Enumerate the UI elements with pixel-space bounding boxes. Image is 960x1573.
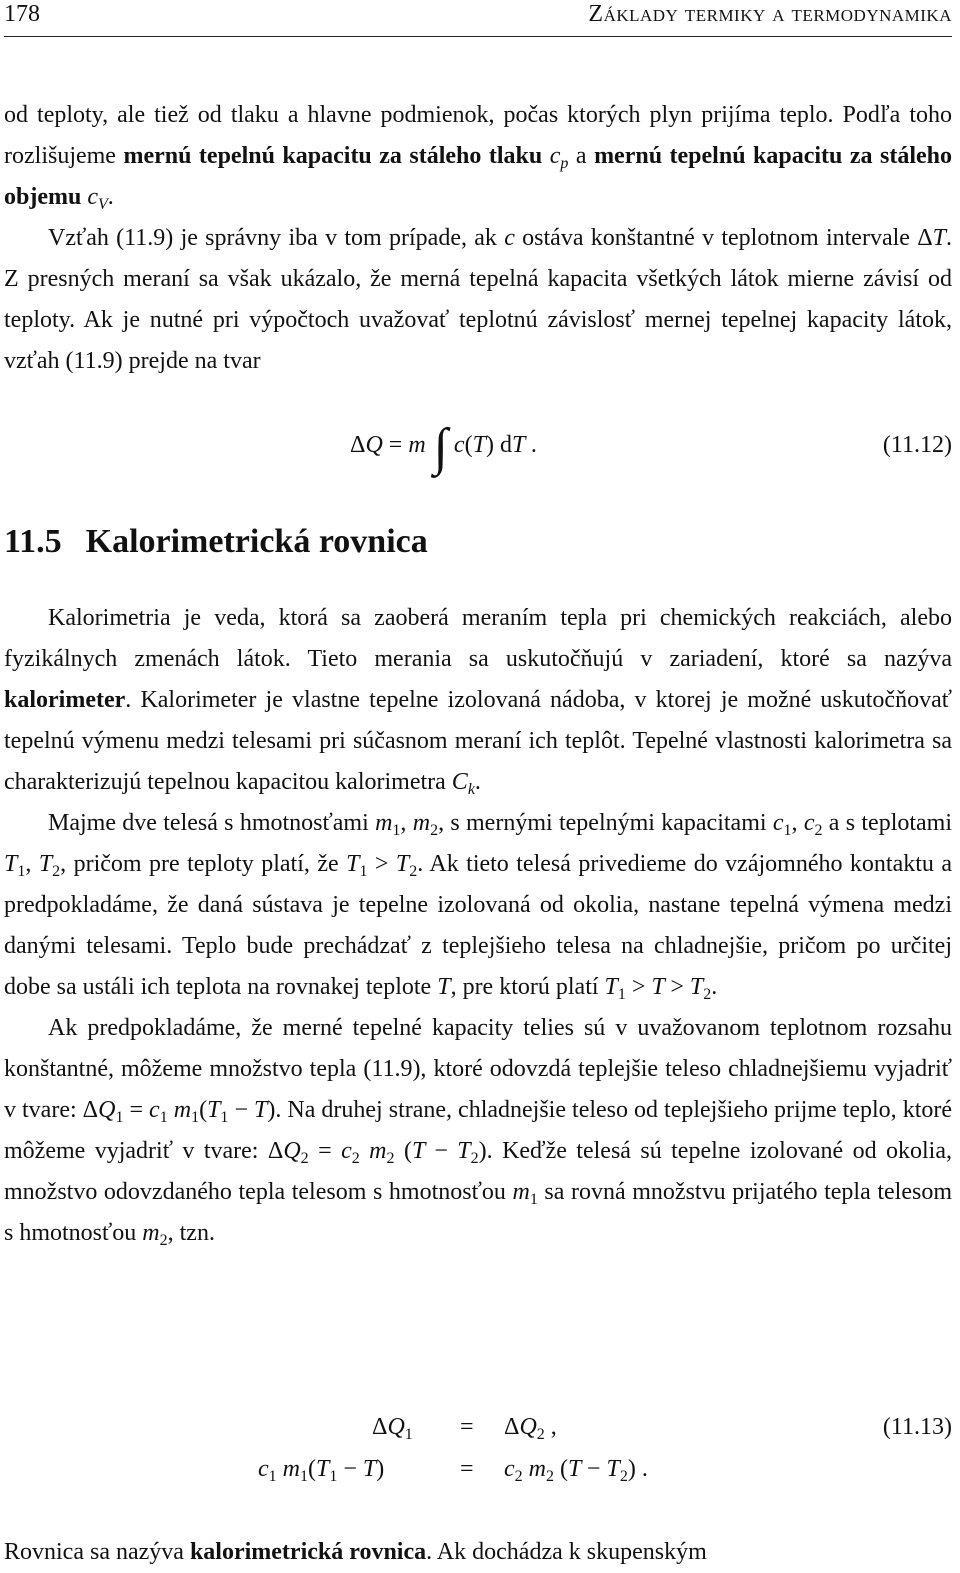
paragraph-temperature-dependence: Vzťah (11.9) je správny iba v tom prípade, ak c ostáva konštantné v teplotnom intervale ΔT. Z presných meraní sa však ukázalo, že merná tepelná kapacita všetkých látok mierne závisí od teploty. Ak je nutné pri výpočtoch uvažovať teplotnú závislosť mernej tepelnej kapacity látok, vzťah (11.9) prejde na tvar [4,225,953,374]
symbol-cp: $c_p$ [549,143,569,172]
page-number: 178 [4,1,40,27]
paragraph-calorimetry: Kalorimetria je veda, ktorá sa zaoberá meraním tepla pri chemických reakciách, alebo fyzikálnych zmenách látok. Tieto merania sa uskutočňujú v zariadení, ktoré sa nazýva kalorimeter. Kalorimeter je vlastne tepelne izolovaná nádoba, v ktorej je možné uskutočňovať tepelnú výmenu medzi telesami pri súčasnom meraní ich teplôt. Tepelné vlastnosti kalorimetra sa charakterizujú tepelnou kapacitou kalorimetra $C_k$. [4,605,952,798]
section-heading [4,522,428,562]
section-title: Kalorimetrická rovnica [85,523,428,560]
equation-integral: ΔQ = m ∫ c(T) dT . [350,419,537,476]
equation-number: (11.13) [882,1414,952,1440]
equation-line-1-eq: = [460,1414,474,1440]
text-block-top [4,95,952,382]
paragraph-heat-exchange: Ak predpokladáme, že merné tepelné kapacity telies sú v uvažovanom teplotnom rozsahu konštantné, môžeme množstvo tepla (11.9), ktoré odovzdá teplejšie teleso chladnejšiemu vyjadriť v tvare: $\Delta Q_1 = c_1$ $m_1(T_1 - T)$. Na druhej strane, chladnejšie teleso od teplejšieho prijme teplo, ktoré môžeme vyjadriť v tvare: $\Delta Q_2 = c_2$ $m_2$ $(T - T_2)$. Keďže telesá sú tepelne izolované od okolia, množstvo odovzdaného tepla telesom s hmotnosťou $m_1$ sa rovná množstvu prijatého tepla telesom s hmotnosťou $m_2$, tzn. [4,1015,953,1249]
equation-line-1-left: $\Delta Q_1$ [372,1414,413,1443]
equation-11-12 [4,419,952,476]
running-title: Základy termiky a termodynamika [588,1,952,27]
equation-number: (11.12) [882,432,952,458]
text-block-body [4,598,952,1254]
equation-line-1-right: $\Delta Q_2$ , [504,1414,557,1443]
running-head [4,0,952,37]
equation-11-13 [4,1410,952,1500]
paragraph-heat-capacities: od teploty, ale tiež od tlaku a hlavne podmienok, počas ktorých plyn prijíma teplo. Podľa toho rozlišujeme mernú tepelnú kapacitu za stáleho tlaku $c_p$ a mernú tepelnú kapacitu za stáleho objemu $c_V$. [4,102,953,213]
paragraph-calorimetric-equation: Rovnica sa nazýva kalorimetrická rovnica. Ak dochádza k skupenským [4,1539,707,1565]
equation-line-2-eq: = [460,1456,474,1482]
equation-line-2-right: $c_2$ $m_2$ $(T - T_2)$ . [504,1456,648,1485]
symbol-cv: $c_V$ [87,184,108,213]
equation-line-2-left: $c_1$ $m_1(T_1 - T)$ [258,1456,385,1485]
term-cv: mernú tepelnú kapacitu za stáleho objemu [4,143,953,210]
term-kalorimetricka-rovnica: kalorimetrická rovnica [189,1539,427,1565]
term-cp: mernú tepelnú kapacitu za stáleho tlaku [123,143,543,169]
text-block-bottom [4,1532,952,1573]
term-kalorimeter: kalorimeter [4,687,126,713]
section-number: 11.5 [4,523,62,560]
paragraph-two-bodies: Majme dve telesá s hmotnosťami $m_1$, $m_2$, s mernými tepelnými kapacitami $c_1$, $c_2$ a s teplotami $T_1$, $T_2$, pričom pre teploty platí, že $T_1 > T_2$. Ak tieto telesá privedieme do vzájomného kontaktu a predpokladáme, že daná sústava je tepelne izolovaná od okolia, nastane tepelná výmena medzi danými telesami. Teplo bude prechádzať z teplejšieho telesa na chladnejšie, pričom po určitej dobe sa ustáli ich teplota na rovnakej teplote T, pre ktorú platí $T_1 > T > T_2$. [4,810,953,1003]
